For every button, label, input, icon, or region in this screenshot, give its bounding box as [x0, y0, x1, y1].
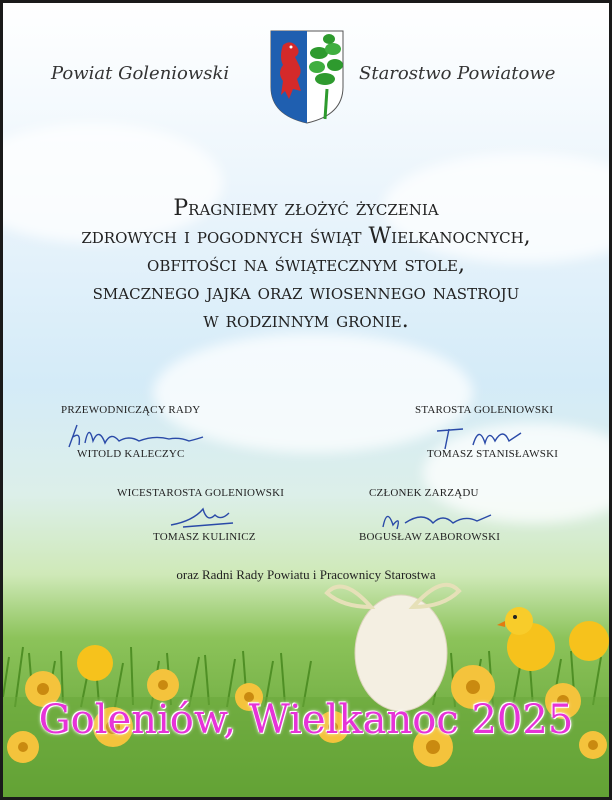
member-role: CZŁONEK ZARZĄDU: [369, 487, 479, 499]
greeting-line: Pragniemy złożyć życzenia: [173, 196, 439, 221]
greeting-line: obfitości na świątecznym stole,: [147, 252, 465, 277]
member-name: BOGUSŁAW ZABOROWSKI: [359, 531, 501, 543]
member-signature: [373, 501, 503, 533]
footer-note: oraz Radni Rady Powiatu i Pracownicy Starostwa: [176, 567, 436, 582]
starosta-name: TOMASZ STANISŁAWSKI: [427, 448, 559, 460]
header-county-name: Powiat Goleniowski: [51, 63, 230, 84]
chair-name: WITOLD KALECZYC: [77, 448, 185, 460]
greeting-line: zdrowych i pogodnych świąt Wielkanocnych,: [81, 224, 531, 249]
header-office-name: Starostwo Powiatowe: [359, 63, 556, 84]
greeting-line: smacznego jajka oraz wiosennego nastroju: [92, 280, 520, 305]
vice-name: TOMASZ KULINICZ: [153, 531, 256, 543]
greeting-line: w rodzinnym gronie.: [203, 308, 409, 333]
chair-role: PRZEWODNICZĄCY RADY: [61, 404, 201, 416]
vice-signature: [163, 501, 253, 531]
coat-of-arms-icon: [269, 29, 345, 125]
card-title: Goleniów, Wielkanoc 2025: [38, 697, 574, 743]
vice-role: WICESTAROSTA GOLENIOWSKI: [117, 487, 285, 499]
greeting-text: [3, 195, 609, 335]
starosta-role: STAROSTA GOLENIOWSKI: [415, 404, 554, 416]
easter-meadow-illustration: [3, 577, 609, 797]
